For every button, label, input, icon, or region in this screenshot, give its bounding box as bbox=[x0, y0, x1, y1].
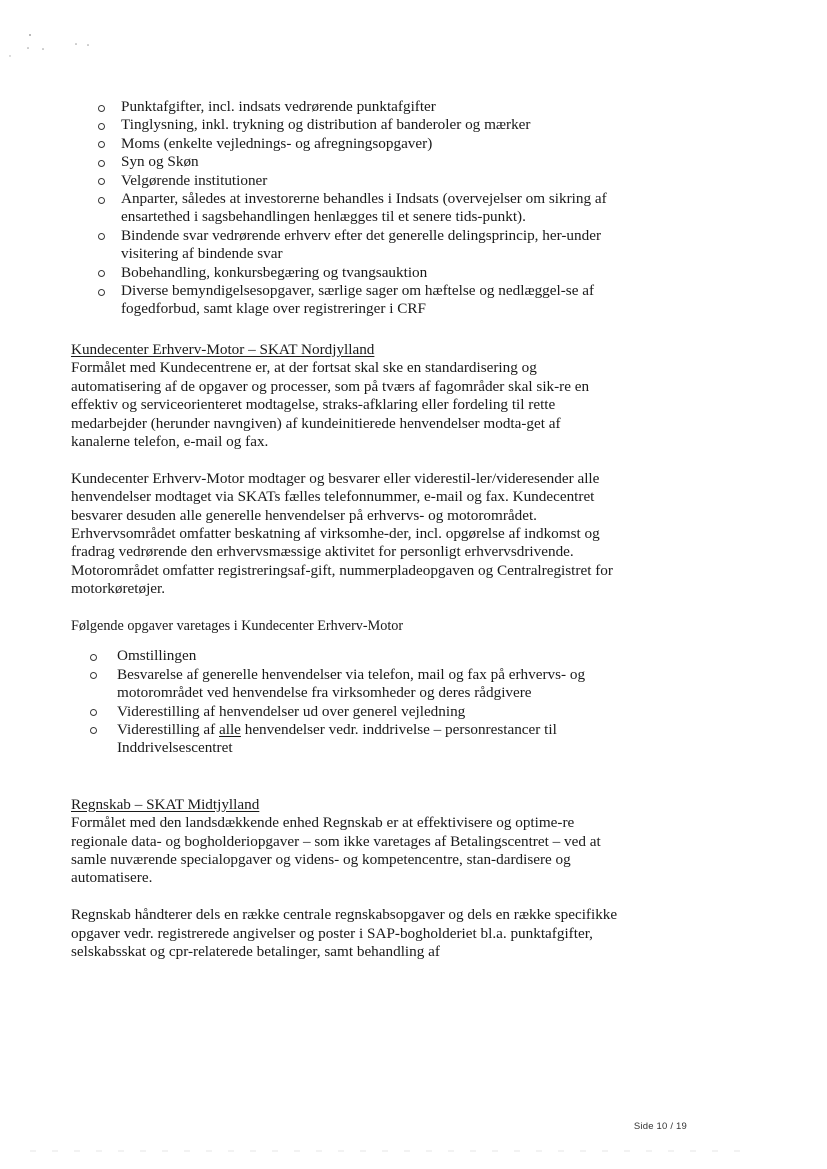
list-item: Besvarelse af generelle henvendelser via telefon, mail og fax på erhvervs- og motorområdet ved henvendelse fra virksomheder og deres rådgivere bbox=[71, 666, 619, 703]
list-item: Omstillingen bbox=[71, 647, 619, 665]
bullet-icon bbox=[98, 233, 105, 240]
list-item: Bobehandling, konkursbegæring og tvangsauktion bbox=[71, 264, 619, 282]
list-item: Punktafgifter, incl. indsats vedrørende punktafgifter bbox=[71, 98, 619, 116]
paragraph: Regnskab håndterer dels en række centrale regnskabsopgaver og dels en række specifikke opgaver vedr. registrerede angivelser og poster i SAP-bogholderiet bl.a. punktafgifter, selskabsskat og cpr-relaterede betalinger, samt behandling af bbox=[71, 906, 618, 961]
list-intro: Følgende opgaver varetages i Kundecenter Erhverv-Motor bbox=[71, 617, 404, 634]
list-item: Syn og Skøn bbox=[71, 153, 619, 171]
list-item: Bindende svar vedrørende erhverv efter det generelle delingsprincip, her-under visitering af bindende svar bbox=[71, 227, 619, 264]
list-item: Moms (enkelte vejlednings- og afregningsopgaver) bbox=[71, 135, 619, 153]
list-item: Anparter, således at investorerne behandles i Indsats (overvejelser om sikring af ensartethed i sagsbehandlingen henlægges til et senere tids-punkt). bbox=[71, 190, 619, 227]
task-list-1 bbox=[71, 98, 619, 319]
list-item: Viderestilling af henvendelser ud over generel vejledning bbox=[71, 703, 619, 721]
bullet-icon bbox=[90, 672, 97, 679]
bullet-icon bbox=[98, 123, 105, 130]
bullet-icon bbox=[98, 160, 105, 167]
bullet-icon bbox=[98, 289, 105, 296]
bullet-icon bbox=[90, 654, 97, 661]
list-item: Velgørende institutioner bbox=[71, 172, 619, 190]
list-item: Tinglysning, inkl. trykning og distribution af banderoler og mærker bbox=[71, 116, 619, 134]
bullet-icon bbox=[98, 178, 105, 185]
list-item: Viderestilling af alle henvendelser vedr. inddrivelse – personrestancer til Inddrivelsescentret bbox=[71, 721, 619, 758]
task-list-2 bbox=[71, 647, 619, 757]
scan-specks bbox=[0, 0, 827, 80]
list-item: Diverse bemyndigelsesopgaver, særlige sager om hæftelse og nedlæggel-se af fogedforbud, samt klage over registreringer i CRF bbox=[71, 282, 619, 319]
bullet-icon bbox=[98, 141, 105, 148]
bullet-icon bbox=[98, 105, 105, 112]
page-number: Side 10 / 19 bbox=[633, 1121, 687, 1132]
scan-noise bbox=[30, 1150, 750, 1152]
section-heading-regnskab: Regnskab – SKAT Midtjylland bbox=[71, 795, 260, 813]
bullet-icon bbox=[98, 197, 105, 204]
bullet-icon bbox=[90, 709, 97, 716]
bullet-icon bbox=[98, 270, 105, 277]
paragraph: Formålet med den landsdækkende enhed Regnskab er at effektivisere og optime-re regionale data- og bogholderiopgaver – som ikke varetages af Betalingscentret – ved at samle nuværende specialopgaver og videns- og kompetencentre, stan-dardisere og automatisere. bbox=[71, 814, 601, 887]
paragraph: Formålet med Kundecentrene er, at der fortsat skal ske en standardisering og automatisering af de opgaver og processer, som på tværs af fagområder skal sik-re en effektiv og serviceorienteret modtagelse, straks-afklaring eller fordeling til rette medarbejder (herunder navngiven) af kundeinitierede henvendelser modta-get af kanalerne telefon, e-mail og fax. bbox=[71, 359, 590, 450]
document-body bbox=[71, 98, 619, 961]
bullet-icon bbox=[90, 727, 97, 734]
section-heading-kundecenter: Kundecenter Erhverv-Motor – SKAT Nordjylland bbox=[71, 340, 375, 358]
paragraph: Kundecenter Erhverv-Motor modtager og besvarer eller viderestil-ler/videresender alle henvendelser modtaget via SKATs fælles telefonnummer, e-mail og fax. Kundecentret besvarer desuden alle generelle henvendelser på erhvervs- og motorområdet. Erhvervsområdet omfatter beskatning af virksomhe-der, incl. opgørelse af indkomst og fradrag vedrørende den erhvervsmæssige aktivitet for personligt erhvervsdrivende. Motorområdet omfatter registreringsaf-gift, nummerpladeopgaven og Centralregistret for motorkøretøjer. bbox=[71, 469, 613, 598]
